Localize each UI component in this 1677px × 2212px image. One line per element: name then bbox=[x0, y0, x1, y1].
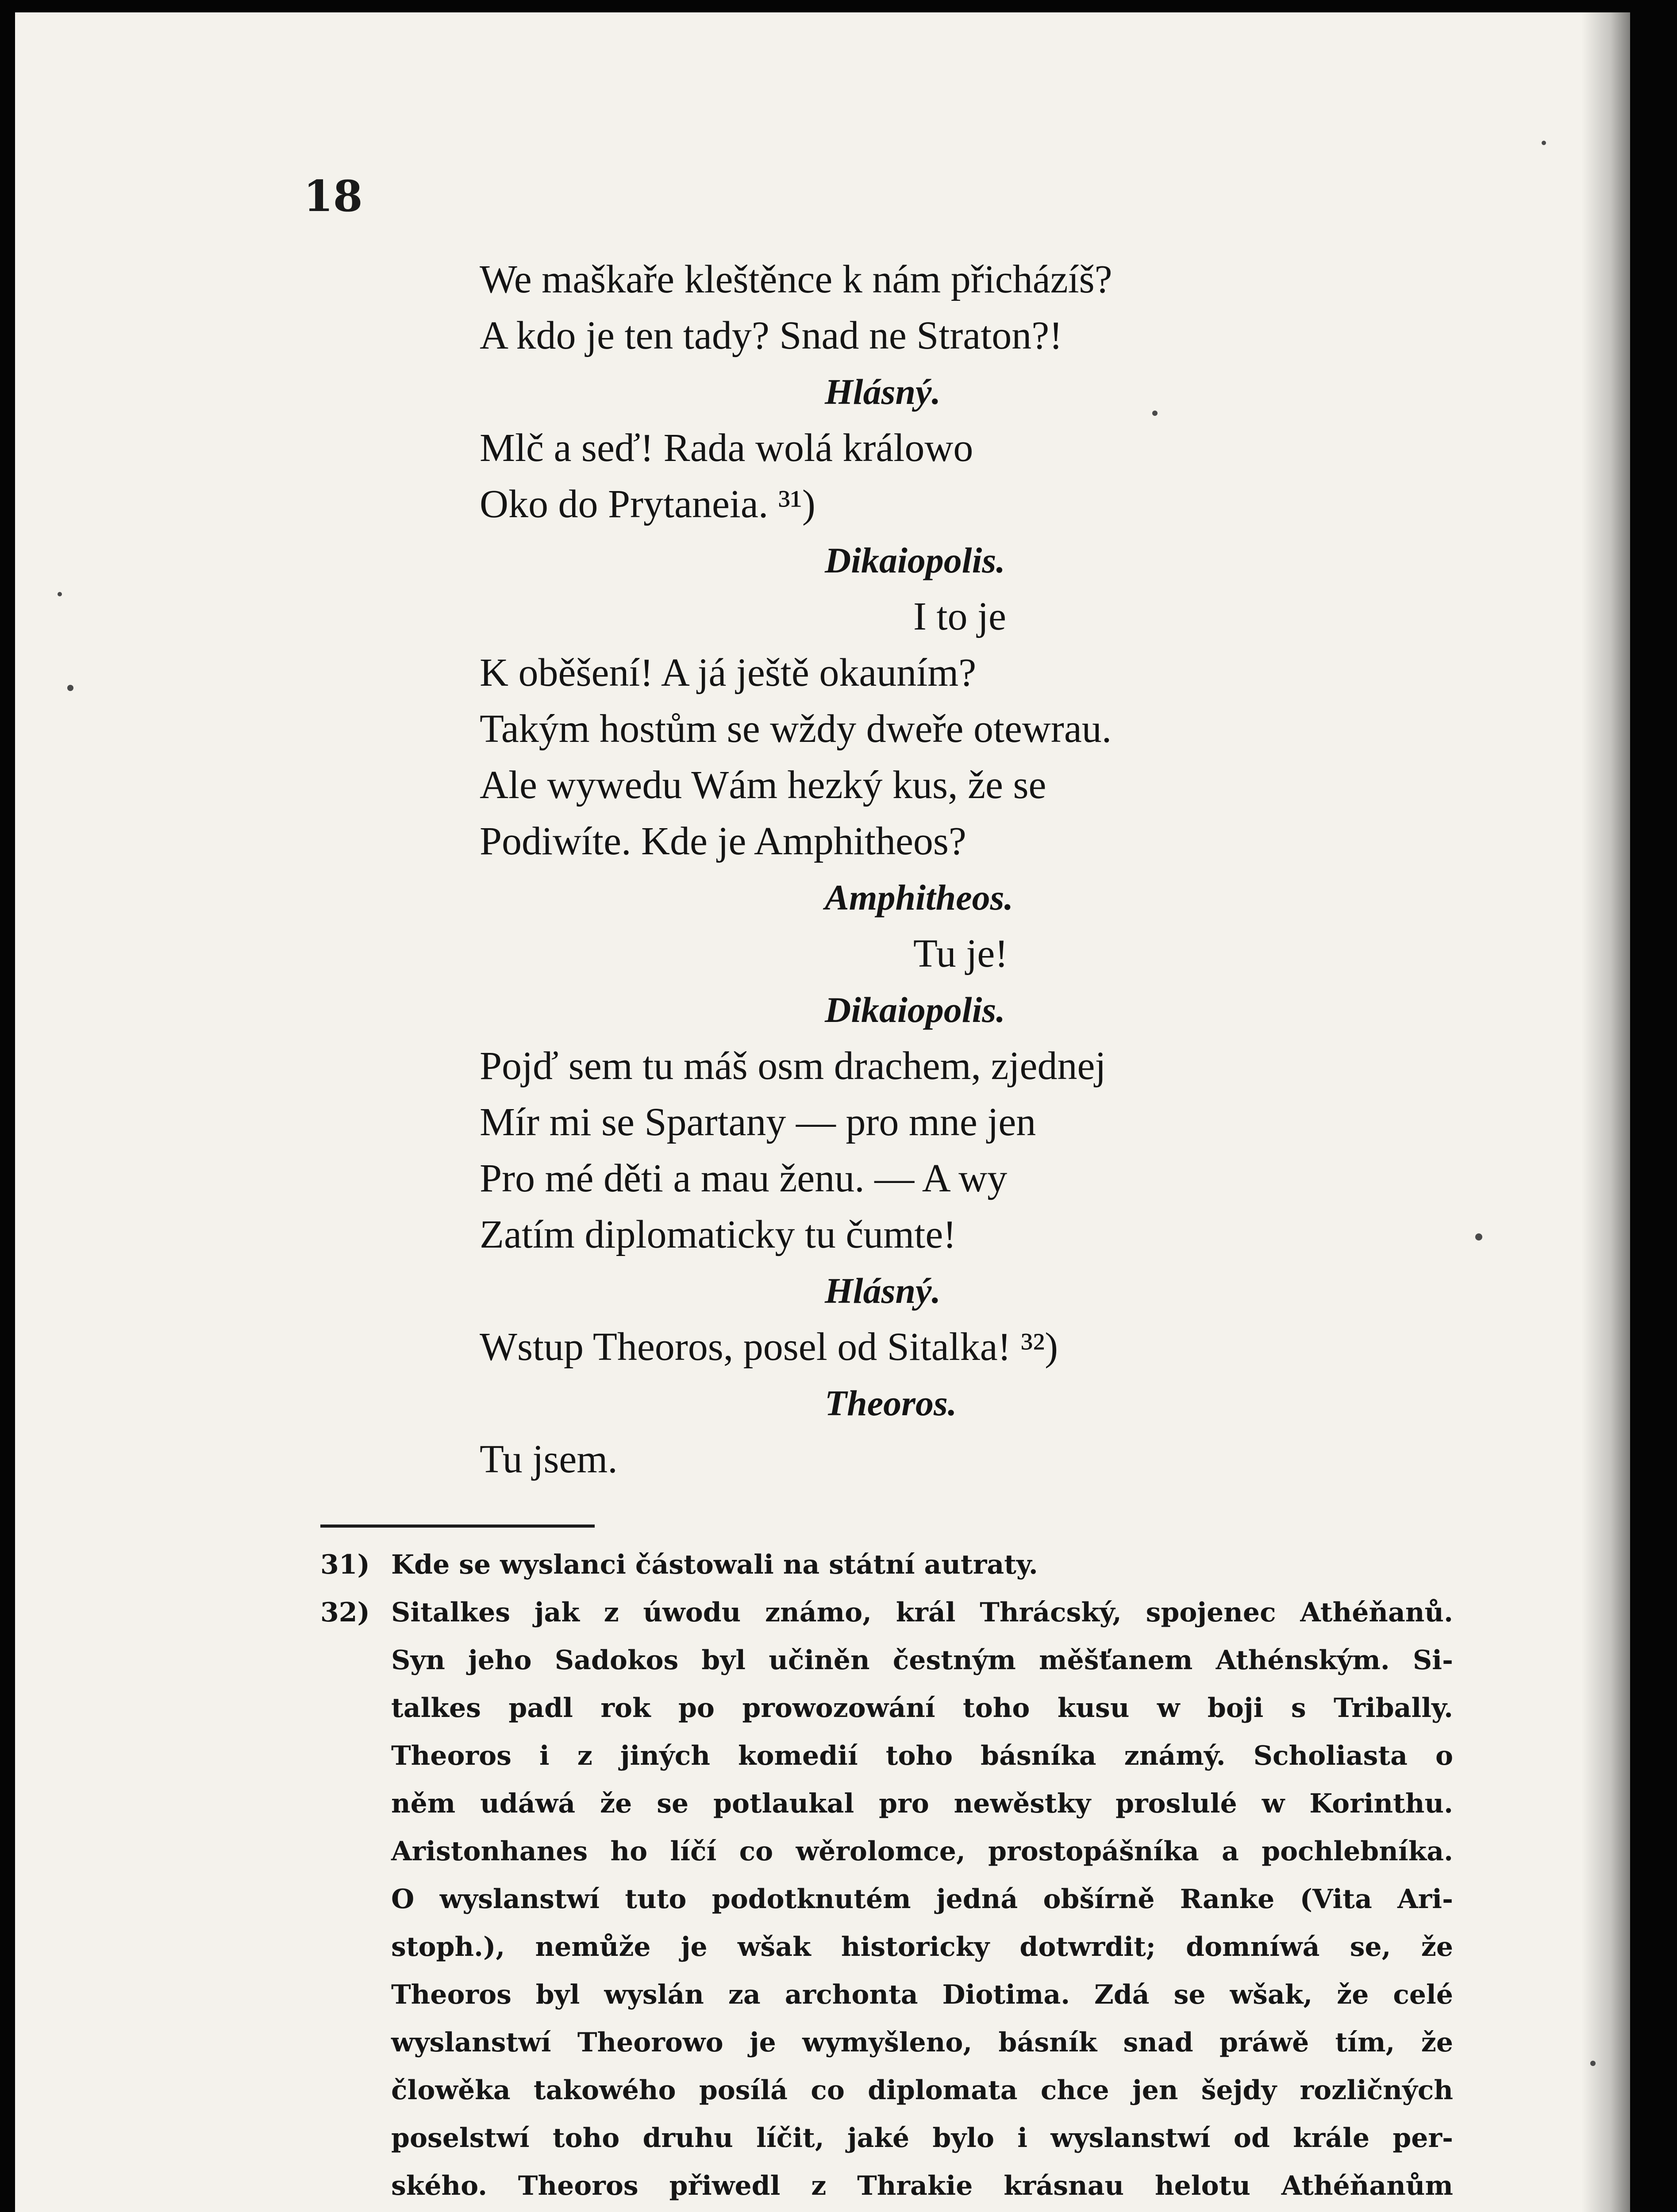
footnote-line: talkes padl rok po prowozowání toho kusu w boji s Tribally. bbox=[391, 1693, 1453, 1724]
footnote-line: něm udáwá že se potlaukal pro newěstky proslulé w Korinthu. bbox=[391, 1788, 1453, 1819]
footnote-line: Kde se wyslanci částowali na státní autraty. bbox=[391, 1549, 1038, 1580]
verse-line: Oko do Prytaneia. ³¹) bbox=[480, 482, 815, 526]
verse-line: Zatím diplomaticky tu čumte! bbox=[480, 1213, 957, 1256]
footnote-divider bbox=[320, 1525, 595, 1528]
footnote-line: wyslanstwí Theorowo je wymyšleno, básník snad práwě tím, že bbox=[391, 2027, 1453, 2058]
verse-line: Takým hostům se wždy dweře otewrau. bbox=[480, 707, 1112, 751]
verse-line: Mír mi se Spartany — pro mne jen bbox=[480, 1100, 1036, 1144]
speaker-name: Theoros. bbox=[825, 1383, 957, 1423]
footnote-line bbox=[391, 2210, 1453, 2212]
footnote bbox=[320, 1589, 1453, 2212]
verse-line: Pojď sem tu máš osm drachem, zjednej bbox=[480, 1044, 1106, 1088]
scan-speck bbox=[58, 592, 62, 596]
footnote-line: ského. Theoros přiwedl z Thrakie krásnau helotu Athéňanům bbox=[391, 2170, 1453, 2201]
verse-line-continuation: I to je bbox=[913, 595, 1006, 638]
verse-line: Wstup Theoros, posel od Sitalka! ³²) bbox=[480, 1325, 1058, 1369]
footnote bbox=[320, 1541, 1453, 1589]
verse-block bbox=[480, 251, 1387, 1487]
footnote-marker: 32) bbox=[320, 1597, 370, 1628]
footnote-line: Syn jeho Sadokos byl učiněn čestným měšťanem Athénským. Si- bbox=[391, 1645, 1453, 1676]
verse-line: Podiwíte. Kde je Amphitheos? bbox=[480, 819, 966, 863]
scan-speck bbox=[1590, 2061, 1596, 2066]
footnote-line: poselstwí toho druhu líčit, jaké bylo i wyslanstwí od krále per- bbox=[391, 2123, 1453, 2154]
footnote-line: Aristonhanes ho líčí co wěrolomce, prostopášníka a pochlebníka. bbox=[391, 1836, 1453, 1867]
book-page bbox=[15, 12, 1630, 2212]
footnote-line: Theoros byl wyslán za archonta Diotima. Zdá se wšak, že celé bbox=[391, 1979, 1453, 2010]
scan-speck bbox=[67, 685, 73, 691]
speaker-name: Dikaiopolis. bbox=[825, 540, 1005, 580]
page-edge-shadow bbox=[1581, 12, 1630, 2212]
verse-line: Mlč a seď! Rada wolá králowo bbox=[480, 426, 973, 470]
footnote-line: Theoros i z jiných komedií toho básníka známý. Scholiasta o bbox=[391, 1740, 1453, 1771]
verse-line: Tu jsem. bbox=[480, 1437, 618, 1481]
verse-line: K oběšení! A já ještě okauním? bbox=[480, 651, 977, 695]
footnote-line: člowěka takowého posílá co diplomata chce jen šejdy rozličných bbox=[391, 2075, 1453, 2106]
speaker-name: Dikaiopolis. bbox=[825, 990, 1005, 1030]
footnote-line: stoph.), nemůže je wšak historicky dotwrdit; domníwá se, že bbox=[391, 1932, 1453, 1962]
footnote-text bbox=[391, 1589, 1453, 2212]
verse-line: Pro mé děti a mau ženu. — A wy bbox=[480, 1156, 1008, 1200]
speaker-name: Hlásný. bbox=[825, 1271, 941, 1311]
page-number: 18 bbox=[304, 171, 363, 221]
scan-speck bbox=[1152, 411, 1158, 416]
speaker-name: Hlásný. bbox=[825, 372, 941, 412]
footnote-marker: 31) bbox=[320, 1549, 370, 1580]
footnote-line: Sitalkes jak z úwodu známo, král Thrácský, spojenec Athéňanů. bbox=[391, 1597, 1453, 1628]
scan-speck bbox=[1542, 141, 1546, 145]
verse-line: We maškaře kleštěnce k nám přicházíš? bbox=[480, 257, 1112, 301]
footnote-line: O wyslanstwí tuto podotknutém jedná obšírně Ranke (Vita Ari- bbox=[391, 1884, 1453, 1915]
scan-speck bbox=[1475, 1233, 1482, 1240]
footnotes-block bbox=[320, 1541, 1453, 2212]
verse-line-continuation: Tu je! bbox=[913, 932, 1008, 975]
verse-line: A kdo je ten tady? Snad ne Straton?! bbox=[480, 314, 1063, 357]
speaker-name: Amphitheos. bbox=[825, 877, 1014, 918]
verse-line: Ale wywedu Wám hezký kus, že se bbox=[480, 763, 1046, 807]
footnote-text bbox=[391, 1541, 1453, 1589]
